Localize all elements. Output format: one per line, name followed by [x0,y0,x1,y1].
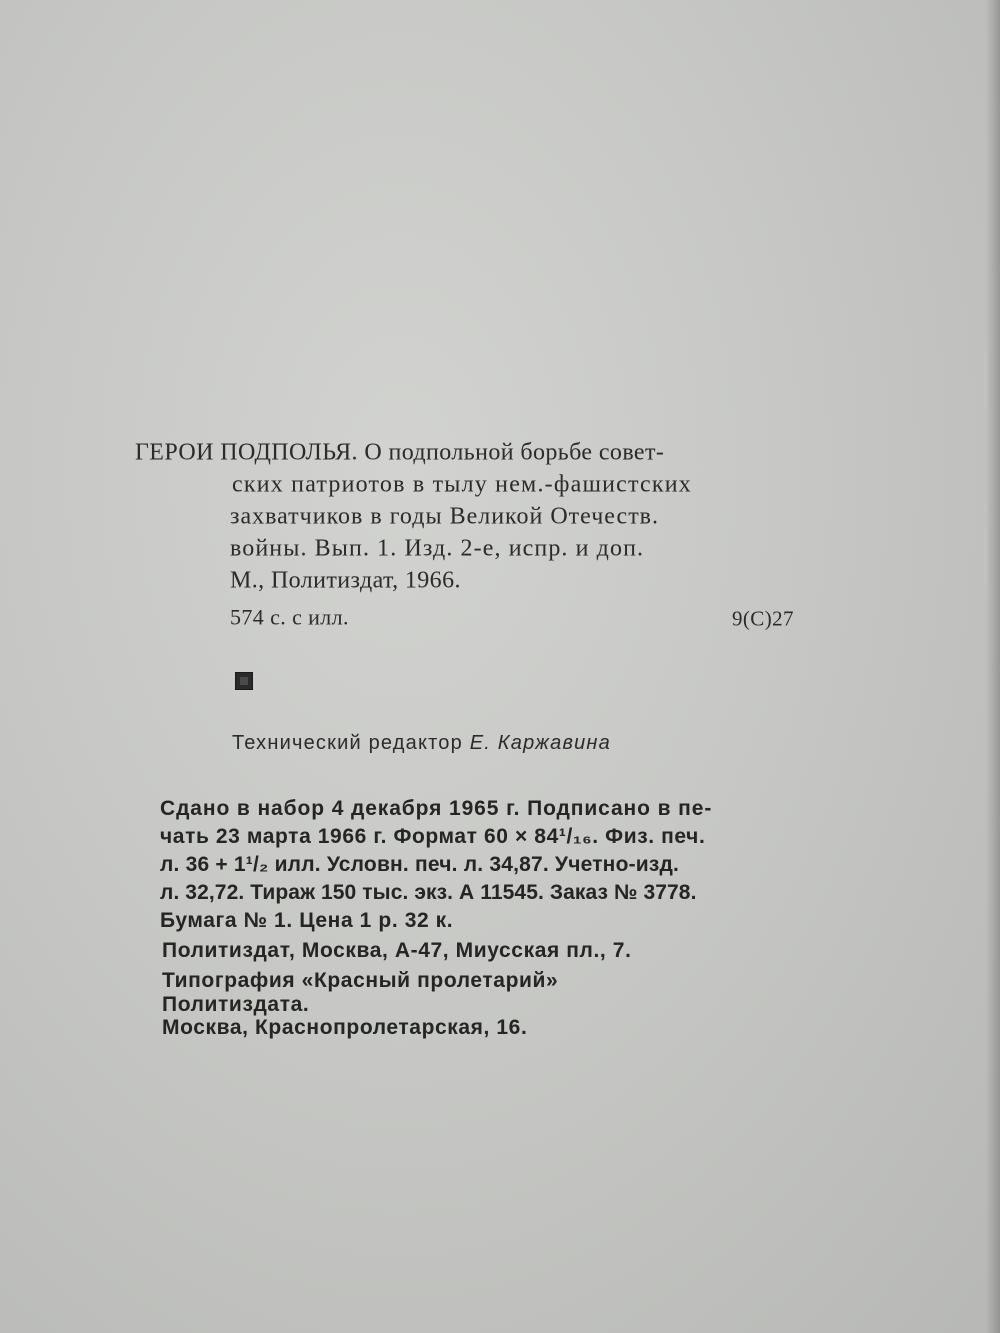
annotation-line-5: М., Политиздат, 1966. [230,566,461,594]
print-details-line-1: Сдано в набор 4 декабря 1965 г. Подписано в пе- [160,797,713,820]
annotation-line-1: ГЕРОИ ПОДПОЛЬЯ. О подпольной борьбе совет- [135,438,665,466]
print-details-line-4: л. 32,72. Тираж 150 тыс. экз. А 11545. Заказ № 3778. [160,881,697,904]
annotation-line-3: захватчиков в годы Великой Отечеств. [230,502,660,530]
printer-line-2: Политиздата. [162,993,310,1016]
page-count: 574 с. с илл. [230,603,349,630]
print-details-line-3: л. 36 + 1¹/₂ илл. Условн. печ. л. 34,87. Учетно-изд. [160,853,680,876]
print-details-line-2: чать 23 марта 1966 г. Формат 60 × 84¹/₁₆. Физ. печ. [160,825,706,848]
classification-code: 9(С)27 [732,605,794,631]
print-details-line-5: Бумага № 1. Цена 1 р. 32 к. [160,909,454,932]
editor-role: Технический редактор [232,732,463,754]
printer-line-1: Типография «Красный пролетарий» [162,969,559,992]
annotation-line-2: ских патриотов в тылу нем.-фашистских [232,470,692,498]
printer-line-3: Москва, Краснопролетарская, 16. [162,1016,528,1039]
editor-name: Е. Каржавина [469,732,611,754]
technical-editor [232,733,611,753]
page-edge-shadow [986,0,1000,1333]
annotation-line-4: войны. Вып. 1. Изд. 2-е, испр. и доп. [230,534,645,562]
printer-mark-icon [235,672,253,690]
publisher-address: Политиздат, Москва, А-47, Миусская пл., 7. [162,939,632,962]
